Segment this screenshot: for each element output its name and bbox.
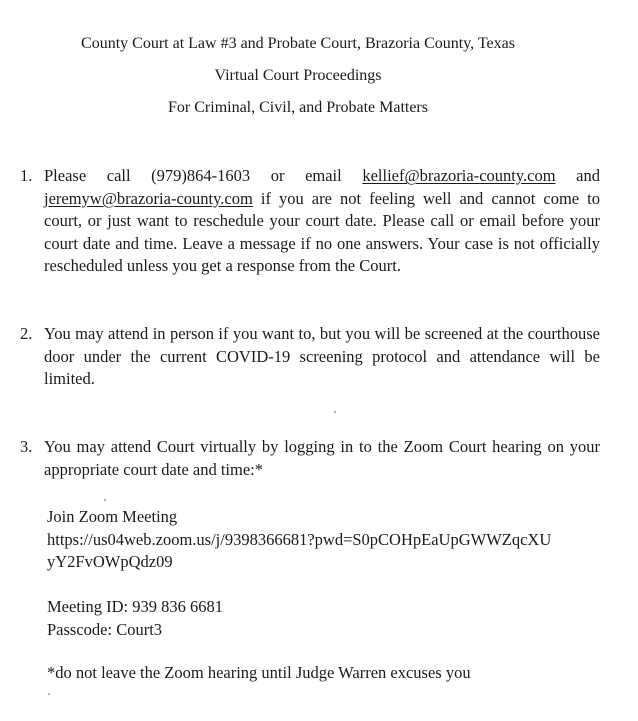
zoom-url-line-2[interactable]: yY2FvOWpQdz09 [47, 552, 173, 571]
list-item-text [44, 165, 600, 278]
passcode: Passcode: Court3 [47, 619, 163, 639]
matters-heading: For Criminal, Civil, and Probate Matters [168, 99, 428, 116]
list-item-text: You may attend in person if you want to, but you will be screened at the courthouse door under the current COVID-19 screening protocol and attendance will be limited. [44, 324, 600, 388]
email-link-jeremy[interactable]: jeremyw@brazoria-county.com [44, 188, 253, 208]
text-segment: if you are not feeling well and cannot come to court, or just want to reschedule your court date. Please call or email before your court date and time. Leave a message if no one answers. Your case is not officially rescheduled unless you get a response from the Court. [44, 188, 600, 275]
zoom-join-block [47, 506, 551, 574]
zoom-note: *do not leave the Zoom hearing until Judge Warren excuses you [47, 663, 471, 682]
text-segment: and [555, 166, 600, 185]
list-item-text: You may attend Court virtually by logging in to the Zoom Court hearing on your appropriate court date and time:* [44, 437, 600, 479]
zoom-credentials-block [47, 596, 223, 641]
zoom-join-label: Join Zoom Meeting [47, 507, 178, 526]
text-segment: Please call (979)864-1603 or email [44, 166, 363, 185]
email-link-kellie[interactable]: kellief@brazoria-county.com [362, 166, 556, 185]
scan-speck [48, 693, 50, 695]
list-number: 1. [20, 166, 33, 185]
proceedings-heading: Virtual Court Proceedings [214, 67, 382, 84]
meeting-id: Meeting ID: 939 836 6681 [47, 597, 223, 616]
zoom-url-line-1[interactable]: https://us04web.zoom.us/j/9398366681?pwd=S0pCOHpEaUpGWWZqcXU [47, 529, 552, 549]
scan-speck [334, 411, 336, 413]
list-number: 3. [20, 437, 33, 456]
scan-speck [104, 499, 106, 501]
list-number: 2. [20, 324, 33, 343]
court-name-heading: County Court at Law #3 and Probate Court, Brazoria County, Texas [81, 35, 515, 52]
